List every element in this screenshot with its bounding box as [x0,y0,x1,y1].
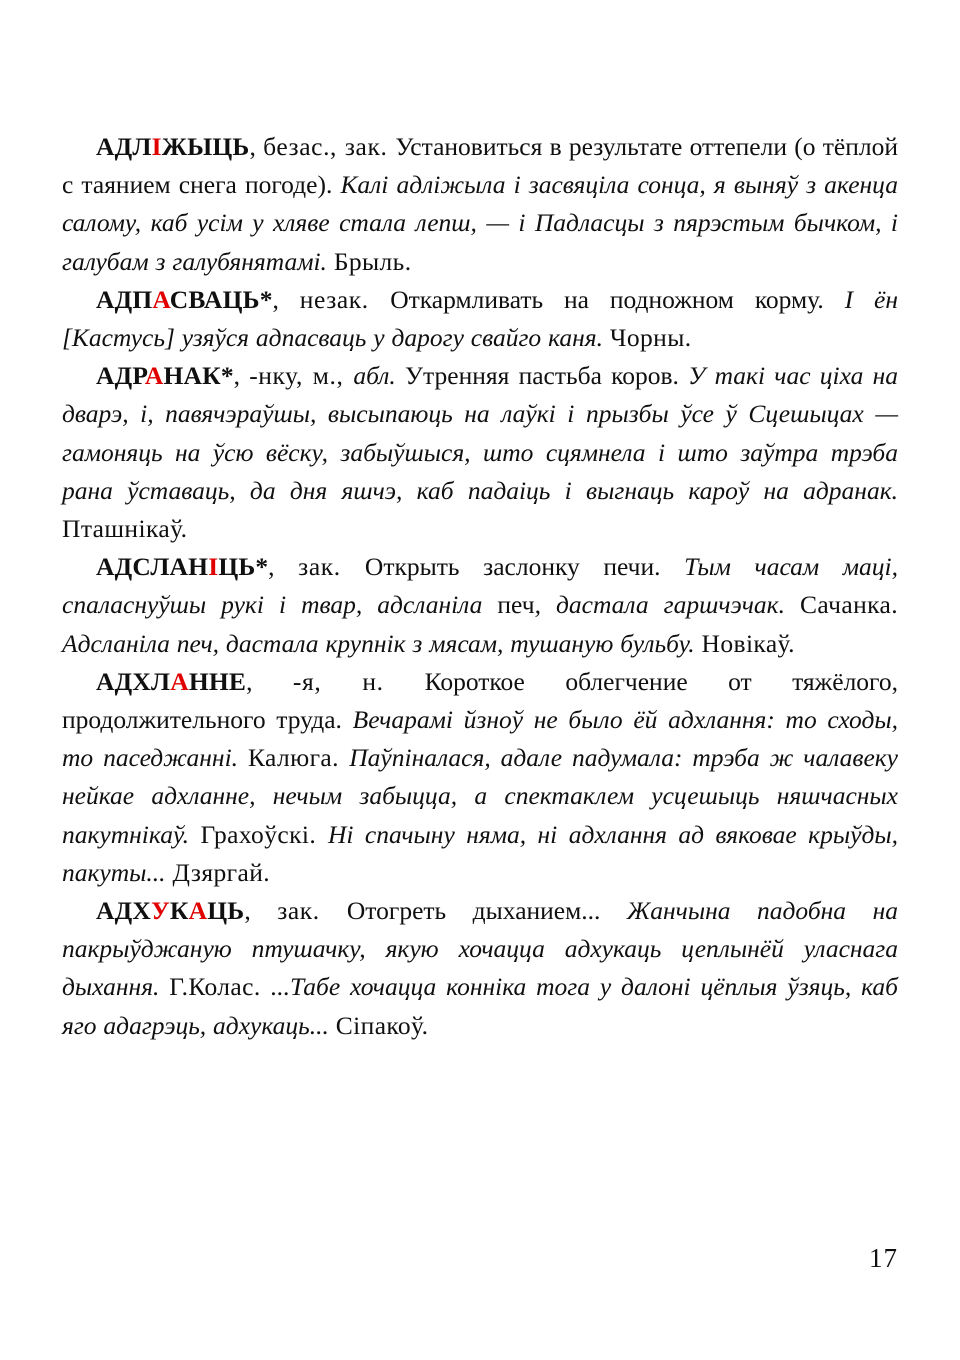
headword-stressed-letter-second: А [188,896,208,926]
russian-gloss: Утренняя пастьба коров. [395,361,689,391]
citation-text: Калі адліжыла і засвяціла сонца, я выняў з акенца саломy, каб усім у хляве стала лепш, — і Падласцы з пярэстым бычком, і галубам з галубянятамі. [62,170,898,276]
headword-stressed-letter: І [151,132,162,161]
grammar-label: зак. [298,552,365,582]
headword-stressed-letter: А [144,361,164,391]
citation-text: І ён [Кастусь] узяўся адпасваць у дарогу свайго каня. [62,284,898,353]
russian-gloss: Отогреть дыханием... [346,896,627,926]
citation-source-first: Калюга. [247,743,350,773]
headword-text-post: СВАЦЬ [169,284,260,314]
grammar-usage-label: абл. [353,361,396,391]
headword-separator: , [272,284,300,314]
dictionary-entry-adpasvac [62,281,898,357]
citation-source-second: Грахоўскі. [200,819,328,849]
headword-stressed-letter: А [152,284,170,314]
headword-asterisk: * [259,284,273,314]
citation-text-first: Жанчына падобна на пакрыўджаную птушачку, якую хочацца адхукаць цеплынёй уласнага дыхання. [62,896,898,1002]
headword-separator: , [249,132,264,161]
citation-source: Пташнікаў. [62,514,188,544]
headword-text-pre: АДХ [96,896,151,926]
citation-source: Чорны. [609,323,692,353]
citation-source-second: Сіпакоў. [335,1010,429,1040]
headword-text-pre: АДХЛ [96,666,171,696]
headword-adpasvac [96,285,260,314]
headword-asterisk: * [220,361,234,391]
citation-text-third: Ні спачыну няма, ні адхлання ад вяковае крыўды, пакуты... [62,819,898,887]
headword-text-post: НАК [163,361,221,391]
citation-text-second: Паўпіналася, адале падумала: трэба ж чалавеку нейкае адхланне, нечым забыцца, а спектаклем усцешыць няшчасных пакутнікаў. [62,743,899,849]
headword-separator: , [233,361,250,391]
headword-adslanic [96,552,255,581]
grammar-label: безас., зак. [263,132,396,161]
headword-stressed-letter: І [208,552,219,582]
citation-text-first: Вечарамі йзноў не было ёй адхлання: то сходы, то паседжанні. [62,705,899,773]
headword-separator: , [246,666,293,696]
grammar-label: незак. [299,284,391,314]
russian-gloss: Открыть заслонку печи. [364,552,685,582]
citation-source-second: Новікаў. [701,628,795,658]
headword-text-post: ЖЫЦЬ [161,132,250,161]
headword-text-pre: АДП [96,284,153,314]
headword-adchukac [96,896,244,925]
citation-text-first-cont: , дастала гаршчэчак. [534,590,801,620]
headword-adranak [96,361,221,390]
headword-text-post: ЦЬ [218,552,256,582]
grammar-inflection: -нку, м., [249,361,354,391]
citation-text-second: Адсланіла печ, дастала крупнік з мясам, тушаную бульбу. [62,628,702,658]
headword-asterisk: * [255,552,269,582]
headword-separator: , [244,896,278,926]
russian-gloss: Установиться в результате оттепели (о тёплой с таянием снега погоде). [62,132,899,200]
dictionary-entry-adchukac [62,892,898,1045]
headword-text-pre: АДР [96,361,145,391]
grammar-label: зак. [277,896,347,926]
headword-adlizyc [96,132,249,161]
dictionary-entry-adranak [62,357,898,548]
headword-stressed-letter: А [170,666,189,696]
headword-text-pre: АДСЛАН [96,552,209,582]
dictionary-entry-adslanic [62,548,898,663]
headword-text-mid: К [169,896,189,926]
headword-text-post: ЦЬ [207,896,245,926]
citation-text-first: Тым часам маці, спаласнуўшы рукі і твар, адсланіла [62,552,898,620]
entry-column [62,128,898,1045]
citation-text: У такі час ціха на дварэ, і, павячэраўшы, высыпаюць на лаўкі і прызбы ўсе ў Сцешыцах — гамоняць на ўсю вёску, забыўшыся, што сцямнела і што заўтра трэба рана ўставаць, да дня яшчэ, каб падаіць і выгнаць кароў на адранак. [62,361,898,505]
russian-gloss: Откармливать на подножном корму. [390,284,845,314]
headword-text-post: ННЕ [188,666,247,696]
citation-upright-word: печ [497,590,535,620]
headword-text-pre: АДЛ [96,132,152,161]
dictionary-entry-adchlanne [62,663,898,892]
headword-adchlanne [96,667,246,696]
headword-separator: , [268,552,299,582]
citation-source-first: Г.Колас. [169,972,271,1002]
headword-stressed-letter: У [150,896,170,926]
citation-text-second: ...Табе хочацца конніка тога у далоні цёплыя ўзяць, каб яго адагрэць, адхукаць... [62,972,898,1040]
dictionary-entry-adlizyc [62,128,898,281]
citation-source: Брыль. [333,246,412,276]
citation-source-first: Сачанка. [800,590,899,620]
page-number: 17 [869,1243,898,1273]
grammar-label: -я, н. [292,666,425,696]
citation-source-third: Дзяргай. [172,857,271,887]
russian-gloss: Короткое облегчение от тяжёлого, продолжительного труда. [62,666,898,735]
